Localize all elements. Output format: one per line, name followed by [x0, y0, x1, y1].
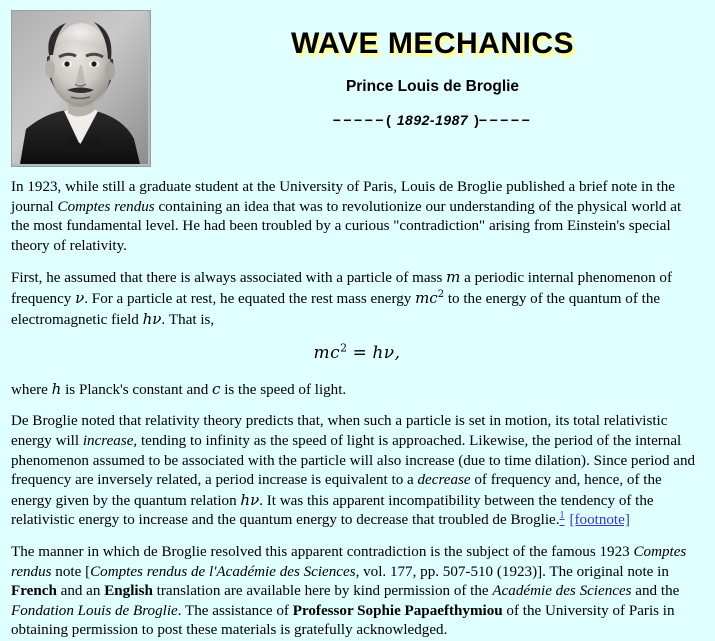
- p2-text-3: . For a particle at rest, he equated the rest mass energy: [84, 290, 416, 307]
- equation-lhs: mc: [313, 343, 341, 364]
- footnote-label[interactable]: [footnote]: [569, 512, 630, 529]
- p5-text-5: translation are available here by kind permission of the: [152, 583, 493, 600]
- paren-open: (: [386, 111, 391, 128]
- title-block: [160, 28, 705, 128]
- dash-run-left: −−−−−: [332, 111, 387, 128]
- expression-mc-exponent: 2: [437, 288, 445, 300]
- article-body: [0, 178, 715, 641]
- p5-language-french: French: [11, 583, 57, 600]
- equation-equals-sign: =: [352, 343, 368, 364]
- p5-person-name: Professor Sophie Papaefthymiou: [292, 602, 503, 619]
- p5-text-3: , vol. 177, pp. 507-510 (1923)]. The original note in: [355, 563, 669, 580]
- portrait-photo: [11, 10, 151, 167]
- paragraph-1: [11, 178, 703, 256]
- p5-text-7: . The assistance of: [177, 602, 293, 619]
- paragraph-3: [11, 380, 703, 401]
- p5-journal-title-1: Comptes rendus: [11, 543, 687, 580]
- p2-text-5: . That is,: [161, 311, 215, 328]
- p2-text-4: to the energy of the quantum of the electromagnetic field: [11, 290, 661, 328]
- equation-lhs-exponent: 2: [340, 341, 348, 355]
- expression-mc-squared: [415, 289, 444, 307]
- paragraph-2: [11, 268, 703, 330]
- p5-language-english: English: [104, 583, 153, 600]
- page-header: [0, 0, 715, 178]
- expression-h-nu: hν: [142, 309, 162, 328]
- p5-institution-academie: Académie des Sciences: [492, 583, 632, 600]
- p3-text-1: where: [11, 381, 52, 398]
- p5-text-1: The manner in which de Broglie resolved this apparent contradiction is the subject of the famous 1923: [11, 543, 634, 560]
- lifespan-years: 1892-1987: [396, 111, 469, 128]
- paragraph-4: [11, 412, 703, 531]
- p5-text-6: and the: [631, 583, 680, 600]
- variable-mass-m: m: [446, 268, 461, 287]
- p1-text-2: containing an idea that was to revolutionize our understanding of the physical world at the most fundamental level. He had been troubled by a curious "contradiction" arising from Einstein's special theory of relativity.: [11, 198, 682, 254]
- expression-mc: mc: [415, 288, 438, 307]
- p1-text-1: In 1923, while still a graduate student at the University of Paris, Louis de Broglie published a brief note in the journal: [11, 179, 675, 215]
- p5-institution-fondation: Fondation Louis de Broglie: [11, 602, 178, 619]
- variable-frequency-nu: ν: [75, 288, 85, 307]
- equation-mass-energy: [11, 341, 703, 364]
- expression-h-nu-2: hν: [240, 490, 260, 509]
- p5-journal-title-2: Comptes rendus de l'Académie des Sciences: [90, 563, 356, 580]
- p3-text-3: is the speed of light.: [220, 381, 347, 398]
- dash-run-right: −−−−−: [478, 111, 533, 128]
- p4-text-4: . It was this apparent incompatibility between the tendency of the relativistic energy to increase and the quantum energy to decrease that troubled de Broglie.: [11, 492, 654, 529]
- p4-text-1: De Broglie noted that relativity theory predicts that, when such a particle is set in motion, its total relativistic energy will: [11, 413, 668, 449]
- page-title: WAVE MECHANICS: [290, 27, 575, 60]
- portrait-image: [12, 11, 148, 164]
- p3-text-2: is Planck's constant and: [61, 381, 213, 398]
- p4-emphasis-increase: increase: [82, 432, 134, 449]
- p1-journal-title: Comptes rendus: [57, 198, 155, 215]
- p5-text-4: and an: [56, 583, 105, 600]
- footnote-link[interactable]: [560, 512, 630, 528]
- paren-close: ): [474, 111, 479, 128]
- equation-rhs: hν,: [372, 343, 401, 364]
- page-subtitle: Prince Louis de Broglie: [345, 77, 520, 95]
- p2-text-2: a periodic internal phenomenon of frequency: [11, 270, 672, 307]
- p2-text-1: First, he assumed that there is always associated with a particle of mass: [11, 270, 447, 287]
- p5-text-8: of the University of Paris in obtaining permission to post these materials is gratefully acknowledged.: [11, 602, 675, 639]
- variable-planck-h: h: [51, 379, 62, 398]
- p4-text-3: of frequency and, hence, of the energy given by the quantum relation: [11, 472, 662, 509]
- paragraph-5: [11, 543, 703, 641]
- p4-text-2: , tending to infinity as the speed of light is approached. Likewise, the period of the internal phenomenon assumed to be associated with the particle will also increase (due to time dilation). Since period and frequency are inversely related, a period increase is equivalent to a: [11, 432, 696, 489]
- footnote-marker[interactable]: 1: [559, 510, 565, 522]
- variable-light-speed-c: c: [212, 379, 221, 398]
- p5-text-2: note [: [51, 563, 91, 580]
- p4-emphasis-decrease: decrease: [417, 472, 471, 489]
- lifespan-rule: [160, 112, 705, 128]
